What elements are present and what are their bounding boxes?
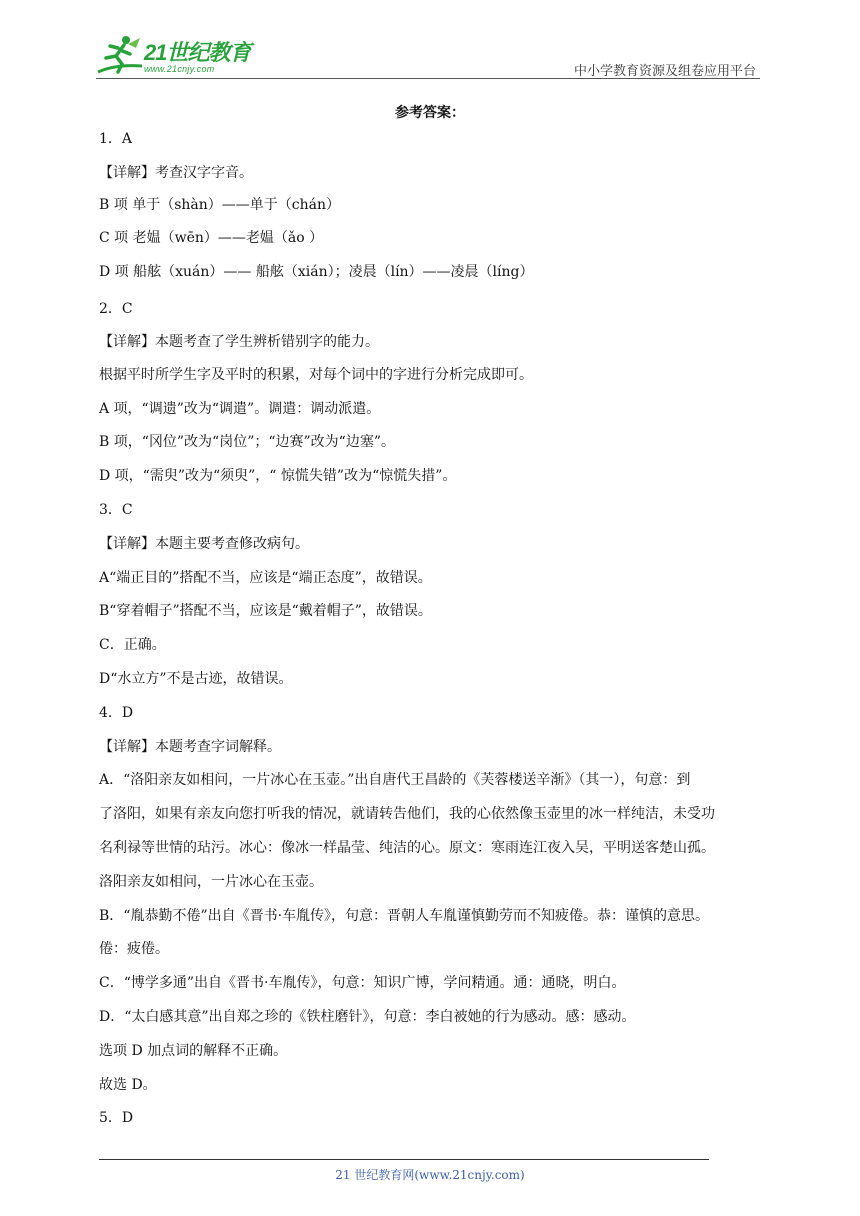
answer-line: 【详解】本题主要考查修改病句。 [99,536,309,552]
answer-line: C．“博学多通”出自《晋书·车胤传》，句意：知识广博，学问精通。通：通晓，明白。 [99,975,626,991]
answer-line: 5．D [99,1110,134,1126]
answer-line: D“水立方”不是古迹，故错误。 [99,671,293,687]
answer-line: 了洛阳，如果有亲友向您打听我的情况，就请转告他们，我的心依然像玉壶里的冰一样纯洁，未受功 [99,806,715,822]
platform-tagline: 中小学教育资源及组卷应用平台 [573,64,756,79]
logo-text: 21世纪教育 [144,40,251,65]
answer-line: 根据平时所学生字及平时的积累，对每个词中的字进行分析完成即可。 [99,367,533,383]
answer-line: 名利禄等世情的玷污。冰心：像冰一样晶莹、纯洁的心。原文：寒雨连江夜入吴，平明送客楚山孤。 [99,840,715,856]
answer-line: B 项，“冈位”改为“岗位”；“边赛”改为“边塞”。 [99,434,395,450]
answer-line: B 项 单于（shàn）——单于（chán） [99,197,340,213]
answer-line: 【详解】本题考查了学生辨析错别字的能力。 [99,334,379,350]
answer-title: 参考答案： [395,105,465,121]
footer-link[interactable]: 21 世纪教育网(www.21cnjy.com) [335,1168,525,1182]
answer-line: 2．C [99,301,133,317]
page-header [96,30,760,80]
answer-line: B“穿着帽子”搭配不当，应该是“戴着帽子”，故错误。 [99,603,432,619]
answer-line: 3．C [99,502,133,518]
answer-line: B．“胤恭勤不倦”出自《晋书·车胤传》，句意：晋朝人车胤谨慎勤劳而不知疲倦。恭：谨慎的意思。 [99,908,710,924]
answer-line: C 项 老媪（wēn）——老媪（ǎo ） [99,230,324,246]
answer-line: A 项，“调遗”改为“调遣”。调遣：调动派遣。 [99,401,381,417]
answer-line: D 项，“需臾”改为“须臾”，“ 惊慌失错”改为“惊慌失措”。 [99,468,457,484]
answer-line: 【详解】考查汉字字音。 [99,165,253,181]
answer-line: A．“洛阳亲友如相问，一片冰心在玉壶。”出自唐代王昌龄的《芙蓉楼送辛渐》（其一），句意：到 [99,772,691,788]
answer-line: 倦：疲倦。 [99,941,169,957]
answer-line: A“端正目的”搭配不当，应该是“端正态度”，故错误。 [99,570,432,586]
answer-line: D 项 船舷（xuán）—— 船舷（xián）；凌晨（lín）——凌晨（líng） [99,264,534,280]
logo-url: www.21cnjy.com [144,64,215,74]
answer-line: 【详解】本题考查字词解释。 [99,739,281,755]
header-divider [96,78,760,79]
answer-line: D．“太白感其意”出自郑之珍的《铁柱磨针》，句意：李白被她的行为感动。感：感动。 [99,1009,636,1025]
footer-divider [99,1159,709,1160]
runner-logo-icon [96,34,144,78]
answer-line: 洛阳亲友如相问，一片冰心在玉壶。 [99,874,323,890]
answer-line: C．正确。 [99,637,166,653]
answer-line: 选项 D 加点词的解释不正确。 [99,1043,288,1059]
site-logo[interactable] [96,34,266,78]
answer-line: 4．D [99,705,134,721]
answer-line: 故选 D。 [99,1077,157,1093]
answer-line: 1．A [99,131,133,147]
